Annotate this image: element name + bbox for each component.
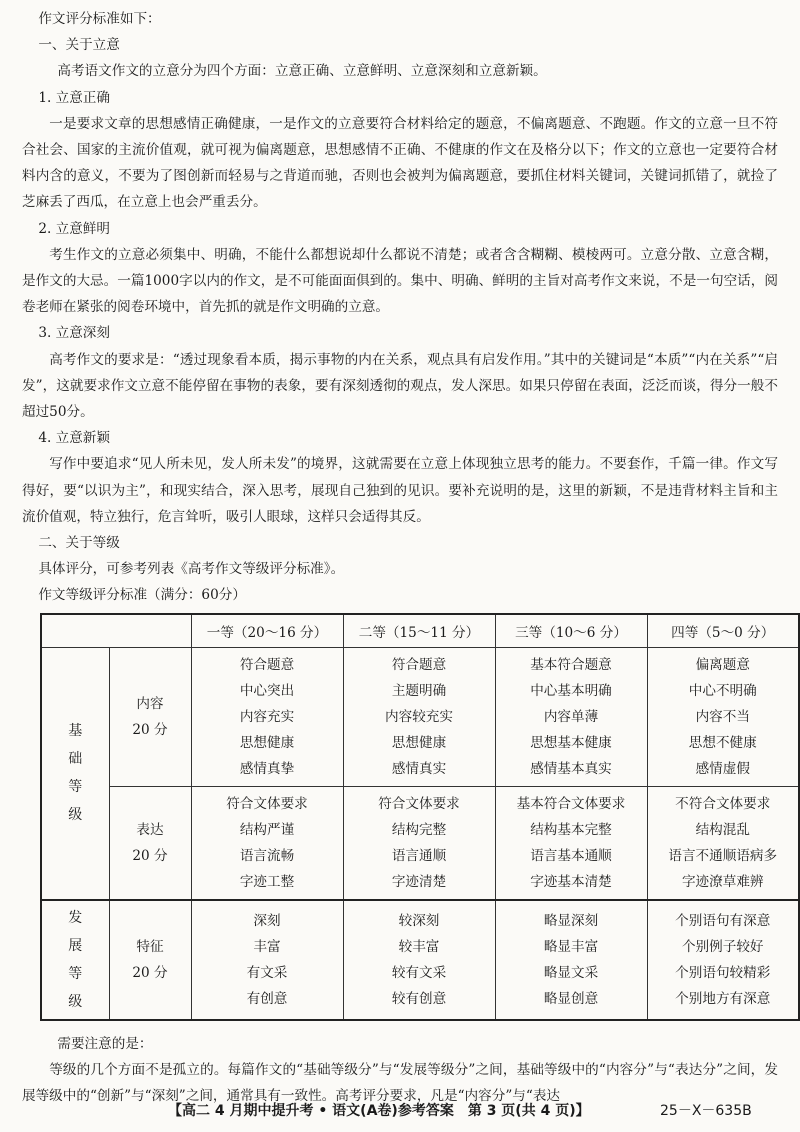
section-1-paragraph: 高考语文作文的立意分为四个方面：立意正确、立意鲜明、立意深刻和立意新颖。 — [57, 63, 547, 80]
subsection-1-paragraph: 一是要求文章的思想感情正确健康，一是作文的立意要符合材料给定的题意，不偏离题意、不跑题。作文的立意一旦不符合社会、国家的主流价值观，就可视为偏离题意，思想感情不正确、不健康的作文在及格分以下；作文的立意也一定要符合材料内含的意义，不要为了图创新而轻易与之背道而驰，否则也会被判为偏离题意，要抓住材料关键词，关键词抓错了，就捡了芝麻丢了西瓜，在立意上也会严重丢分。 — [22, 115, 778, 211]
cell-line: 中心基本明确 — [530, 682, 612, 699]
cell-line: 符合题意 — [391, 656, 447, 673]
row-label-feature-points: 20 分 — [132, 964, 168, 981]
group-basic-text: 基础等级 — [68, 723, 83, 824]
cell-expression-grade-3 — [495, 786, 647, 900]
row-label-content-name: 内容 — [136, 695, 164, 712]
row-label-expression-points: 20 分 — [132, 847, 168, 864]
cell-line: 符合文体要求 — [226, 795, 308, 812]
subsection-2-title: 2. 立意鲜明 — [38, 220, 110, 237]
header-grade-1: 一等（20～16 分） — [191, 614, 343, 648]
cell-line: 丰富 — [253, 938, 281, 955]
cell-line: 字迹基本清楚 — [530, 873, 612, 890]
section-2-paragraph: 具体评分，可参考列表《高考作文等级评分标准》。 — [38, 561, 345, 578]
cell-line: 基本符合文体要求 — [516, 795, 626, 812]
table-header-row — [41, 614, 799, 648]
cell-line: 结构基本完整 — [530, 821, 612, 838]
cell-line: 思想不健康 — [688, 734, 757, 751]
cell-line: 语言不通顺语病多 — [668, 847, 778, 864]
row-label-feature-name: 特征 — [136, 938, 164, 955]
cell-line: 个别语句较精彩 — [675, 964, 771, 981]
cell-line: 感情真实 — [391, 760, 447, 777]
table-caption: 作文等级评分标准（满分：60分） — [38, 587, 246, 604]
table-row-expression — [41, 786, 799, 900]
cell-line: 符合文体要求 — [378, 795, 460, 812]
cell-line: 略显创意 — [543, 990, 599, 1007]
cell-line: 中心不明确 — [688, 682, 757, 699]
footer-title: 【高二 4 月期中提升考 • 语文(A卷)参考答案 第 3 页(共 4 页)】 — [168, 1103, 590, 1119]
cell-line: 结构混乱 — [695, 821, 750, 838]
subsection-3-paragraph: 高考作文的要求是：“透过现象看本质，揭示事物的内在关系，观点具有启发作用。”其中的关键词是“本质”“内在关系”“启发”，这就要求作文立意不能停留在事物的表象，要有深刻透彻的观点，发人深思。如果只停留在表面，泛泛而谈，得分一般不超过50分。 — [22, 351, 778, 421]
subsection-1-title: 1. 立意正确 — [38, 89, 110, 106]
cell-line: 个别语句有深意 — [675, 912, 771, 929]
cell-line: 字迹潦草难辨 — [681, 873, 764, 890]
subsection-3-title: 3. 立意深刻 — [38, 325, 110, 342]
cell-line: 思想健康 — [239, 734, 295, 751]
cell-line: 不符合文体要求 — [675, 795, 771, 812]
section-1-title: 一、关于立意 — [38, 37, 120, 54]
cell-line: 略显丰富 — [543, 938, 599, 955]
header-grade-2: 二等（15～11 分） — [343, 614, 495, 648]
row-label-expression — [109, 786, 191, 900]
intro-line: 作文评分标准如下： — [38, 11, 161, 27]
cell-line: 有创意 — [246, 990, 288, 1007]
cell-line: 中心突出 — [239, 682, 295, 699]
row-label-feature — [109, 900, 191, 1020]
cell-line: 基本符合题意 — [530, 656, 612, 673]
header-grade-3: 三等（10～6 分） — [495, 614, 647, 648]
note-title: 需要注意的是： — [57, 1035, 153, 1052]
cell-line: 语言流畅 — [239, 847, 295, 864]
cell-line: 符合题意 — [239, 656, 295, 673]
table-row-content — [41, 647, 799, 786]
table-row-feature — [41, 900, 799, 1020]
cell-line: 结构完整 — [391, 821, 447, 838]
cell-line: 语言通顺 — [391, 847, 447, 864]
cell-line: 个别例子较好 — [681, 938, 764, 955]
row-label-content-points: 20 分 — [132, 721, 168, 738]
cell-line: 内容单薄 — [543, 708, 599, 725]
cell-line: 感情基本真实 — [530, 760, 612, 777]
cell-expression-grade-2 — [343, 786, 495, 900]
cell-line: 思想健康 — [391, 734, 447, 751]
group-dev-label — [41, 900, 109, 1020]
cell-line: 内容充实 — [239, 708, 295, 725]
cell-line: 思想基本健康 — [530, 734, 612, 751]
header-blank — [41, 614, 191, 648]
cell-line: 较丰富 — [398, 938, 440, 955]
cell-line: 感情虚假 — [695, 760, 750, 777]
cell-line: 主题明确 — [391, 682, 447, 699]
cell-content-grade-3 — [495, 647, 647, 786]
note-paragraph: 等级的几个方面不是孤立的。每篇作文的“基础等级分”与“发展等级分”之间，基础等级中的“内容分”与“表达分”之间，发展等级中的“创新”与“深刻”之间，通常具有一致性。高考评分要求，凡是“内容分”与“表达 — [22, 1061, 778, 1105]
cell-line: 语言基本通顺 — [530, 847, 612, 864]
header-grade-4: 四等（5～0 分） — [647, 614, 799, 648]
cell-content-grade-1 — [191, 647, 343, 786]
cell-line: 深刻 — [253, 912, 281, 929]
group-dev-text: 发展等级 — [68, 909, 83, 1010]
cell-line: 有文采 — [246, 964, 288, 981]
cell-line: 较有创意 — [391, 990, 447, 1007]
subsection-2-paragraph: 考生作文的立意必须集中、明确，不能什么都想说却什么都说不清楚；或者含含糊糊、模棱两可。立意分散、立意含糊，是作文的大忌。一篇1000字以内的作文，是不可能面面俱到的。集中、明确、鲜明的主旨对高考作文来说，不是一句空话，阅卷老师在紧张的阅卷环境中，首先抓的就是作文明确的立意。 — [22, 246, 778, 316]
cell-line: 较深刻 — [398, 912, 440, 929]
subsection-4-paragraph: 写作中要追求“见人所未见，发人所未发”的境界，这就需要在立意上体现独立思考的能力。不要套作，千篇一律。作文写得好，要“以识为主”，和现实结合，深入思考，展现自己独到的见识。要补充说明的是，这里的新颖，不是违背材料主旨和主流价值观，特立独行，危言耸听，吸引人眼球，这样只会适得其反。 — [22, 456, 778, 525]
cell-feature-grade-3 — [495, 900, 647, 1020]
cell-line: 略显深刻 — [543, 912, 599, 929]
cell-line: 字迹清楚 — [391, 873, 447, 890]
cell-expression-grade-4 — [647, 786, 799, 900]
cell-feature-grade-4 — [647, 900, 799, 1020]
cell-content-grade-4 — [647, 647, 799, 786]
cell-feature-grade-2 — [343, 900, 495, 1020]
cell-line: 偏离题意 — [695, 656, 750, 673]
cell-line: 略显文采 — [543, 964, 599, 981]
cell-line: 内容不当 — [695, 708, 750, 725]
cell-expression-grade-1 — [191, 786, 343, 900]
cell-line: 较有文采 — [391, 964, 447, 981]
footer-code: 25－X－635B — [660, 1103, 752, 1119]
row-label-content — [109, 647, 191, 786]
cell-line: 字迹工整 — [239, 873, 295, 890]
grading-table — [40, 613, 800, 1021]
cell-line: 结构严谨 — [239, 821, 295, 838]
subsection-4-title: 4. 立意新颖 — [38, 430, 110, 447]
section-2-title: 二、关于等级 — [38, 535, 120, 552]
row-label-expression-name: 表达 — [136, 821, 164, 838]
cell-line: 个别地方有深意 — [675, 990, 771, 1007]
cell-line: 内容较充实 — [385, 708, 453, 725]
group-basic-label — [41, 647, 109, 900]
cell-feature-grade-1 — [191, 900, 343, 1020]
cell-line: 感情真挚 — [239, 760, 295, 777]
cell-content-grade-2 — [343, 647, 495, 786]
